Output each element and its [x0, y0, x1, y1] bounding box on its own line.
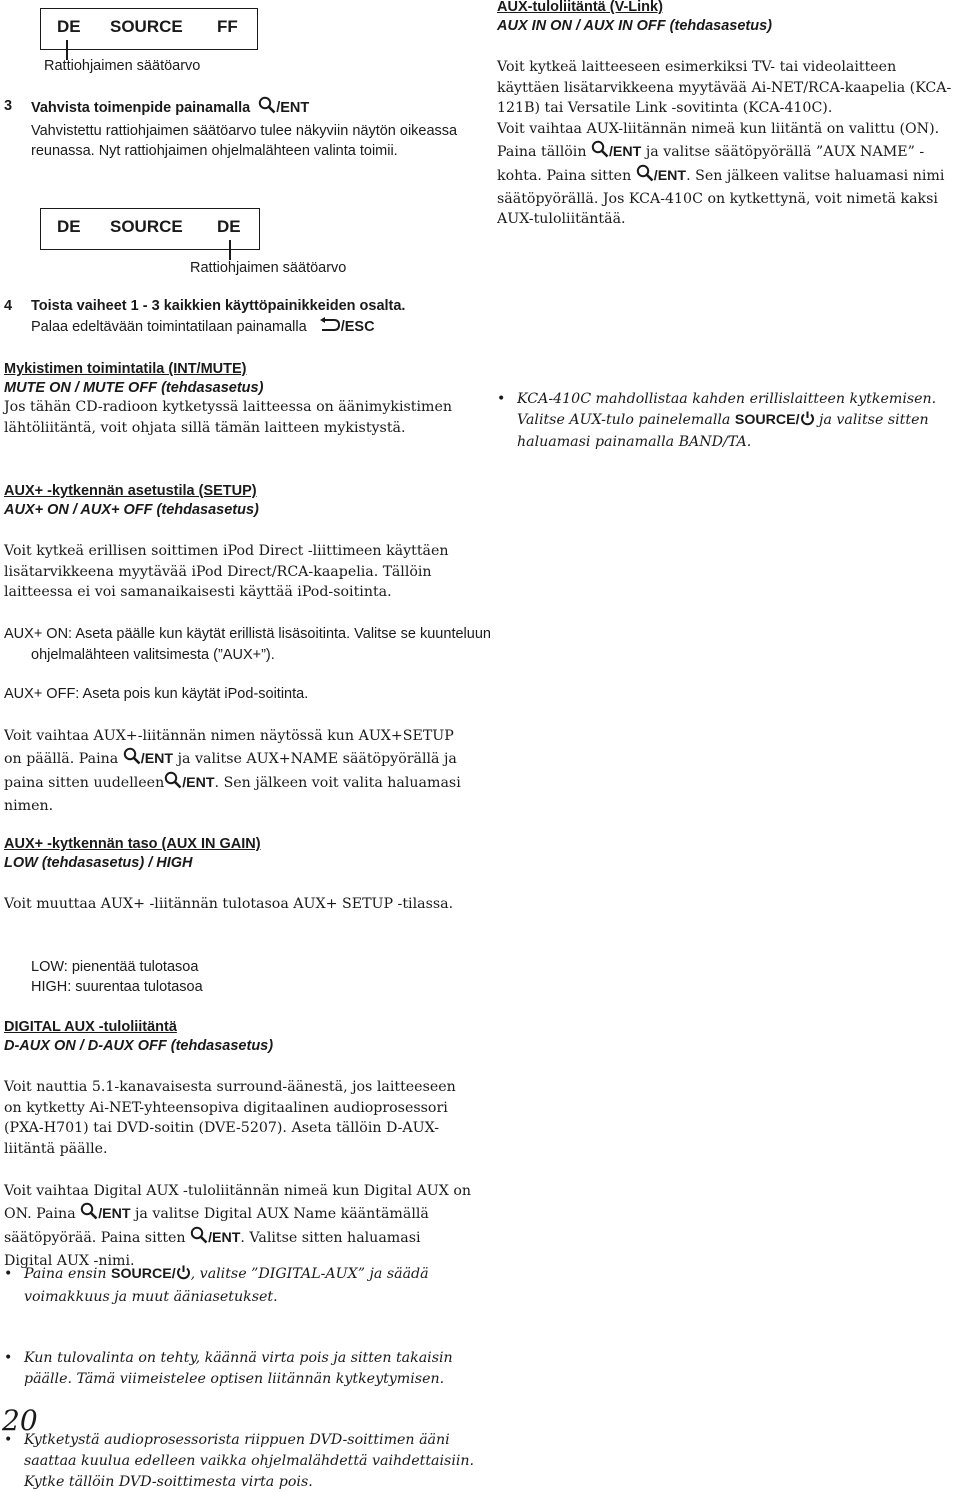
- vlink-name-part-1: Voit vaihtaa AUX-liitännän nimeä kun liitäntä on valittu (ON). Paina tällöin: [497, 121, 940, 160]
- step-title: Toista vaiheet 1 - 3 kaikkien käyttöpainikkeiden osalta.: [31, 298, 406, 314]
- ent-key-label: /ENT: [653, 168, 687, 185]
- daux-name-part-2: ja valitse Digital AUX Name kääntämällä säätöpyörää. Paina sitten: [4, 1205, 429, 1247]
- mute-heading: Mykistimen toimintatila (INT/MUTE): [4, 361, 247, 377]
- vlink-name-part-2: ja valitse säätöpyörällä ”AUX NAME” -kohta. Paina sitten: [497, 143, 925, 185]
- display-segment-2: SOURCE: [110, 217, 183, 236]
- aux-setup-body: Voit kytkeä erillisen soittimen iPod Direct -liittimeen käyttäen lisätarvikkeena myytävää iPod Direct/RCA-kaapelia. Tällöin laitteessa ei voi samanaikaisesti käyttää iPod-soitinta.: [4, 543, 449, 601]
- display-pointer-1: [66, 40, 68, 60]
- daux-bullet-2: [4, 1348, 476, 1389]
- search-icon: [80, 1202, 98, 1227]
- vlink-name-text: [497, 119, 955, 230]
- search-icon: [190, 1226, 208, 1251]
- aux-setup-off: AUX+ OFF: Aseta pois kun käytät iPod-soitinta.: [4, 686, 309, 702]
- daux-bullet-1-part-2: , valitse ”DIGITAL-AUX” ja säädä voimakkuus ja muut ääniasetukset.: [24, 1266, 429, 1305]
- display-pointer-2: [229, 240, 231, 260]
- bullet-dot: •: [497, 391, 506, 408]
- search-icon: [164, 771, 182, 796]
- ent-key-label: /ENT: [608, 143, 642, 160]
- display-segment-2: SOURCE: [110, 17, 183, 36]
- bullet-dot: •: [4, 1350, 13, 1367]
- daux-bullet-1: [4, 1264, 476, 1307]
- display-box-2: [40, 208, 260, 250]
- display-caption-1: Rattiohjaimen säätöarvo: [44, 58, 201, 74]
- aux-setup-name-part-3: . Sen jälkeen voit valita haluamasi nimen.: [4, 775, 461, 814]
- daux-bullet-3-text: Kytketystä audioprosessorista riippuen DVD-soittimen ääni saattaa kuulua edelleen vaikka ohjelmalähdettä vaihdettaisiin. Kytke tällöin DVD-soittimesta virta pois.: [24, 1432, 475, 1490]
- aux-gain-heading: AUX+ -kytkennän taso (AUX IN GAIN): [4, 836, 261, 852]
- esc-key-label: /ESC: [340, 318, 375, 335]
- aux-setup-name-part-1: Voit vaihtaa AUX+-liitännän nimen näytössä kun AUX+SETUP on päällä. Paina: [4, 728, 454, 767]
- power-icon: [800, 411, 815, 433]
- step-number: 4: [4, 298, 13, 314]
- search-icon: [591, 140, 609, 165]
- display-segment-3: FF: [217, 17, 238, 36]
- display-segment-1: DE: [57, 17, 81, 36]
- display-segment-1: DE: [57, 217, 81, 236]
- aux-setup-name-part-2: ja valitse AUX+NAME säätöpyörällä ja paina sitten uudelleen: [4, 750, 457, 792]
- step-number: 3: [4, 98, 13, 114]
- daux-subheading: D-AUX ON / D-AUX OFF (tehdasasetus): [4, 1038, 274, 1054]
- ent-key-label: /ENT: [98, 1205, 131, 1222]
- source-key-label: SOURCE/: [734, 411, 800, 428]
- display-segment-3: DE: [217, 217, 241, 236]
- daux-heading: DIGITAL AUX -tuloliitäntä: [4, 1019, 177, 1035]
- step-title: Vahvista toimenpide painamalla: [31, 100, 251, 116]
- mute-body: Jos tähän CD-radioon kytketyssä laitteessa on äänimykistimen lähtöliitäntä, voit ohjata sillä tämän laitteen mykistystä.: [4, 399, 453, 436]
- bullet-dot: •: [4, 1432, 13, 1449]
- search-icon: [636, 164, 654, 189]
- page-number: 20: [2, 1404, 38, 1437]
- vlink-name-part-3: . Sen jälkeen valitse haluamasi nimi säätöpyörällä. Jos KCA-410C on kytkettynä, voit nimetä kaksi AUX-tuloliitäntää.: [497, 168, 945, 228]
- vlink-heading: AUX-tuloliitäntä (V-Link): [497, 0, 663, 15]
- vlink-bullet-part-2: ja valitse sitten haluamasi painamalla BAND/TA.: [517, 411, 929, 451]
- aux-setup-heading: AUX+ -kytkennän asetustila (SETUP): [4, 483, 257, 499]
- vlink-body: Voit kytkeä laitteeseen esimerkiksi TV- tai videolaitteen käyttäen lisätarvikkeena myytävää Ai-NET/RCA-kaapelia (KCA-121B) tai Versatile Link -sovitinta (KCA-410C).: [497, 59, 952, 117]
- ent-key-label: /ENT: [208, 1230, 241, 1247]
- display-box-1: [40, 8, 258, 50]
- aux-gain-high: HIGH: suurentaa tulotasoa: [31, 979, 203, 995]
- aux-gain-body: Voit muuttaa AUX+ -liitännän tulotasoa AUX+ SETUP -tilassa.: [4, 896, 454, 912]
- aux-gain-subheading: LOW (tehdasasetus) / HIGH: [4, 855, 193, 871]
- ent-key-label: /ENT: [182, 775, 215, 792]
- aux-gain-low: LOW: pienentää tulotasoa: [31, 959, 199, 975]
- step-3: [4, 96, 474, 162]
- ent-key-label: /ENT: [276, 100, 310, 116]
- step-body: Palaa edeltävään toimintatilaan painamalla: [31, 318, 307, 335]
- vlink-bullet-part-1: KCA-410C mahdollistaa kahden erillislaitteen kytkemisen. Valitse AUX-tulo painelemalla: [517, 391, 937, 428]
- search-icon: [123, 747, 141, 772]
- daux-body: Voit nauttia 5.1-kanavaisesta surround-äänestä, jos laitteeseen on kytketty Ai-NET-yhteensopiva digitaalinen audioprosessori (PXA-H701) tai DVD-soitin (DVE-5207). Aseta tällöin D-AUX-liitäntä päälle.: [4, 1079, 456, 1157]
- daux-bullet-1-part-1: Paina ensin: [24, 1266, 107, 1282]
- vlink-bullet: [497, 389, 957, 453]
- daux-name-part-3: . Valitse sitten haluamasi Digital AUX -nimi.: [4, 1230, 421, 1269]
- source-key-label: SOURCE/: [111, 1266, 176, 1282]
- aux-setup-on: AUX+ ON: Aseta päälle kun käytät erillistä lisäsoitinta. Valitse se kuunteluun ohjelmalähteen valitsimesta (”AUX+”).: [4, 626, 491, 663]
- search-icon: [258, 96, 276, 121]
- ent-key-label: /ENT: [140, 750, 174, 767]
- daux-name-text: [4, 1181, 472, 1271]
- daux-bullet-2-text: Kun tulovalinta on tehty, käännä virta pois ja sitten takaisin päälle. Tämä viimeistelee optisen liitännän kytkeytymisen.: [24, 1350, 453, 1387]
- bullet-dot: •: [4, 1266, 13, 1282]
- mute-subheading: MUTE ON / MUTE OFF (tehdasasetus): [4, 380, 264, 396]
- daux-name-part-1: Voit vaihtaa Digital AUX -tuloliitännän nimeä kun Digital AUX on ON. Paina: [4, 1183, 472, 1222]
- vlink-subheading: AUX IN ON / AUX IN OFF (tehdasasetus): [497, 18, 772, 34]
- step-4: [4, 296, 474, 339]
- step-body: Vahvistettu rattiohjaimen säätöarvo tulee näkyviin näytön oikeassa reunassa. Nyt rattiohjaimen ohjelmalähteen valinta toimii.: [31, 122, 458, 160]
- return-arrow-icon: [319, 317, 341, 340]
- aux-setup-name-text: [4, 726, 472, 816]
- display-caption-2: Rattiohjaimen säätöarvo: [190, 260, 347, 276]
- power-icon: [176, 1265, 191, 1287]
- aux-setup-subheading: AUX+ ON / AUX+ OFF (tehdasasetus): [4, 502, 259, 518]
